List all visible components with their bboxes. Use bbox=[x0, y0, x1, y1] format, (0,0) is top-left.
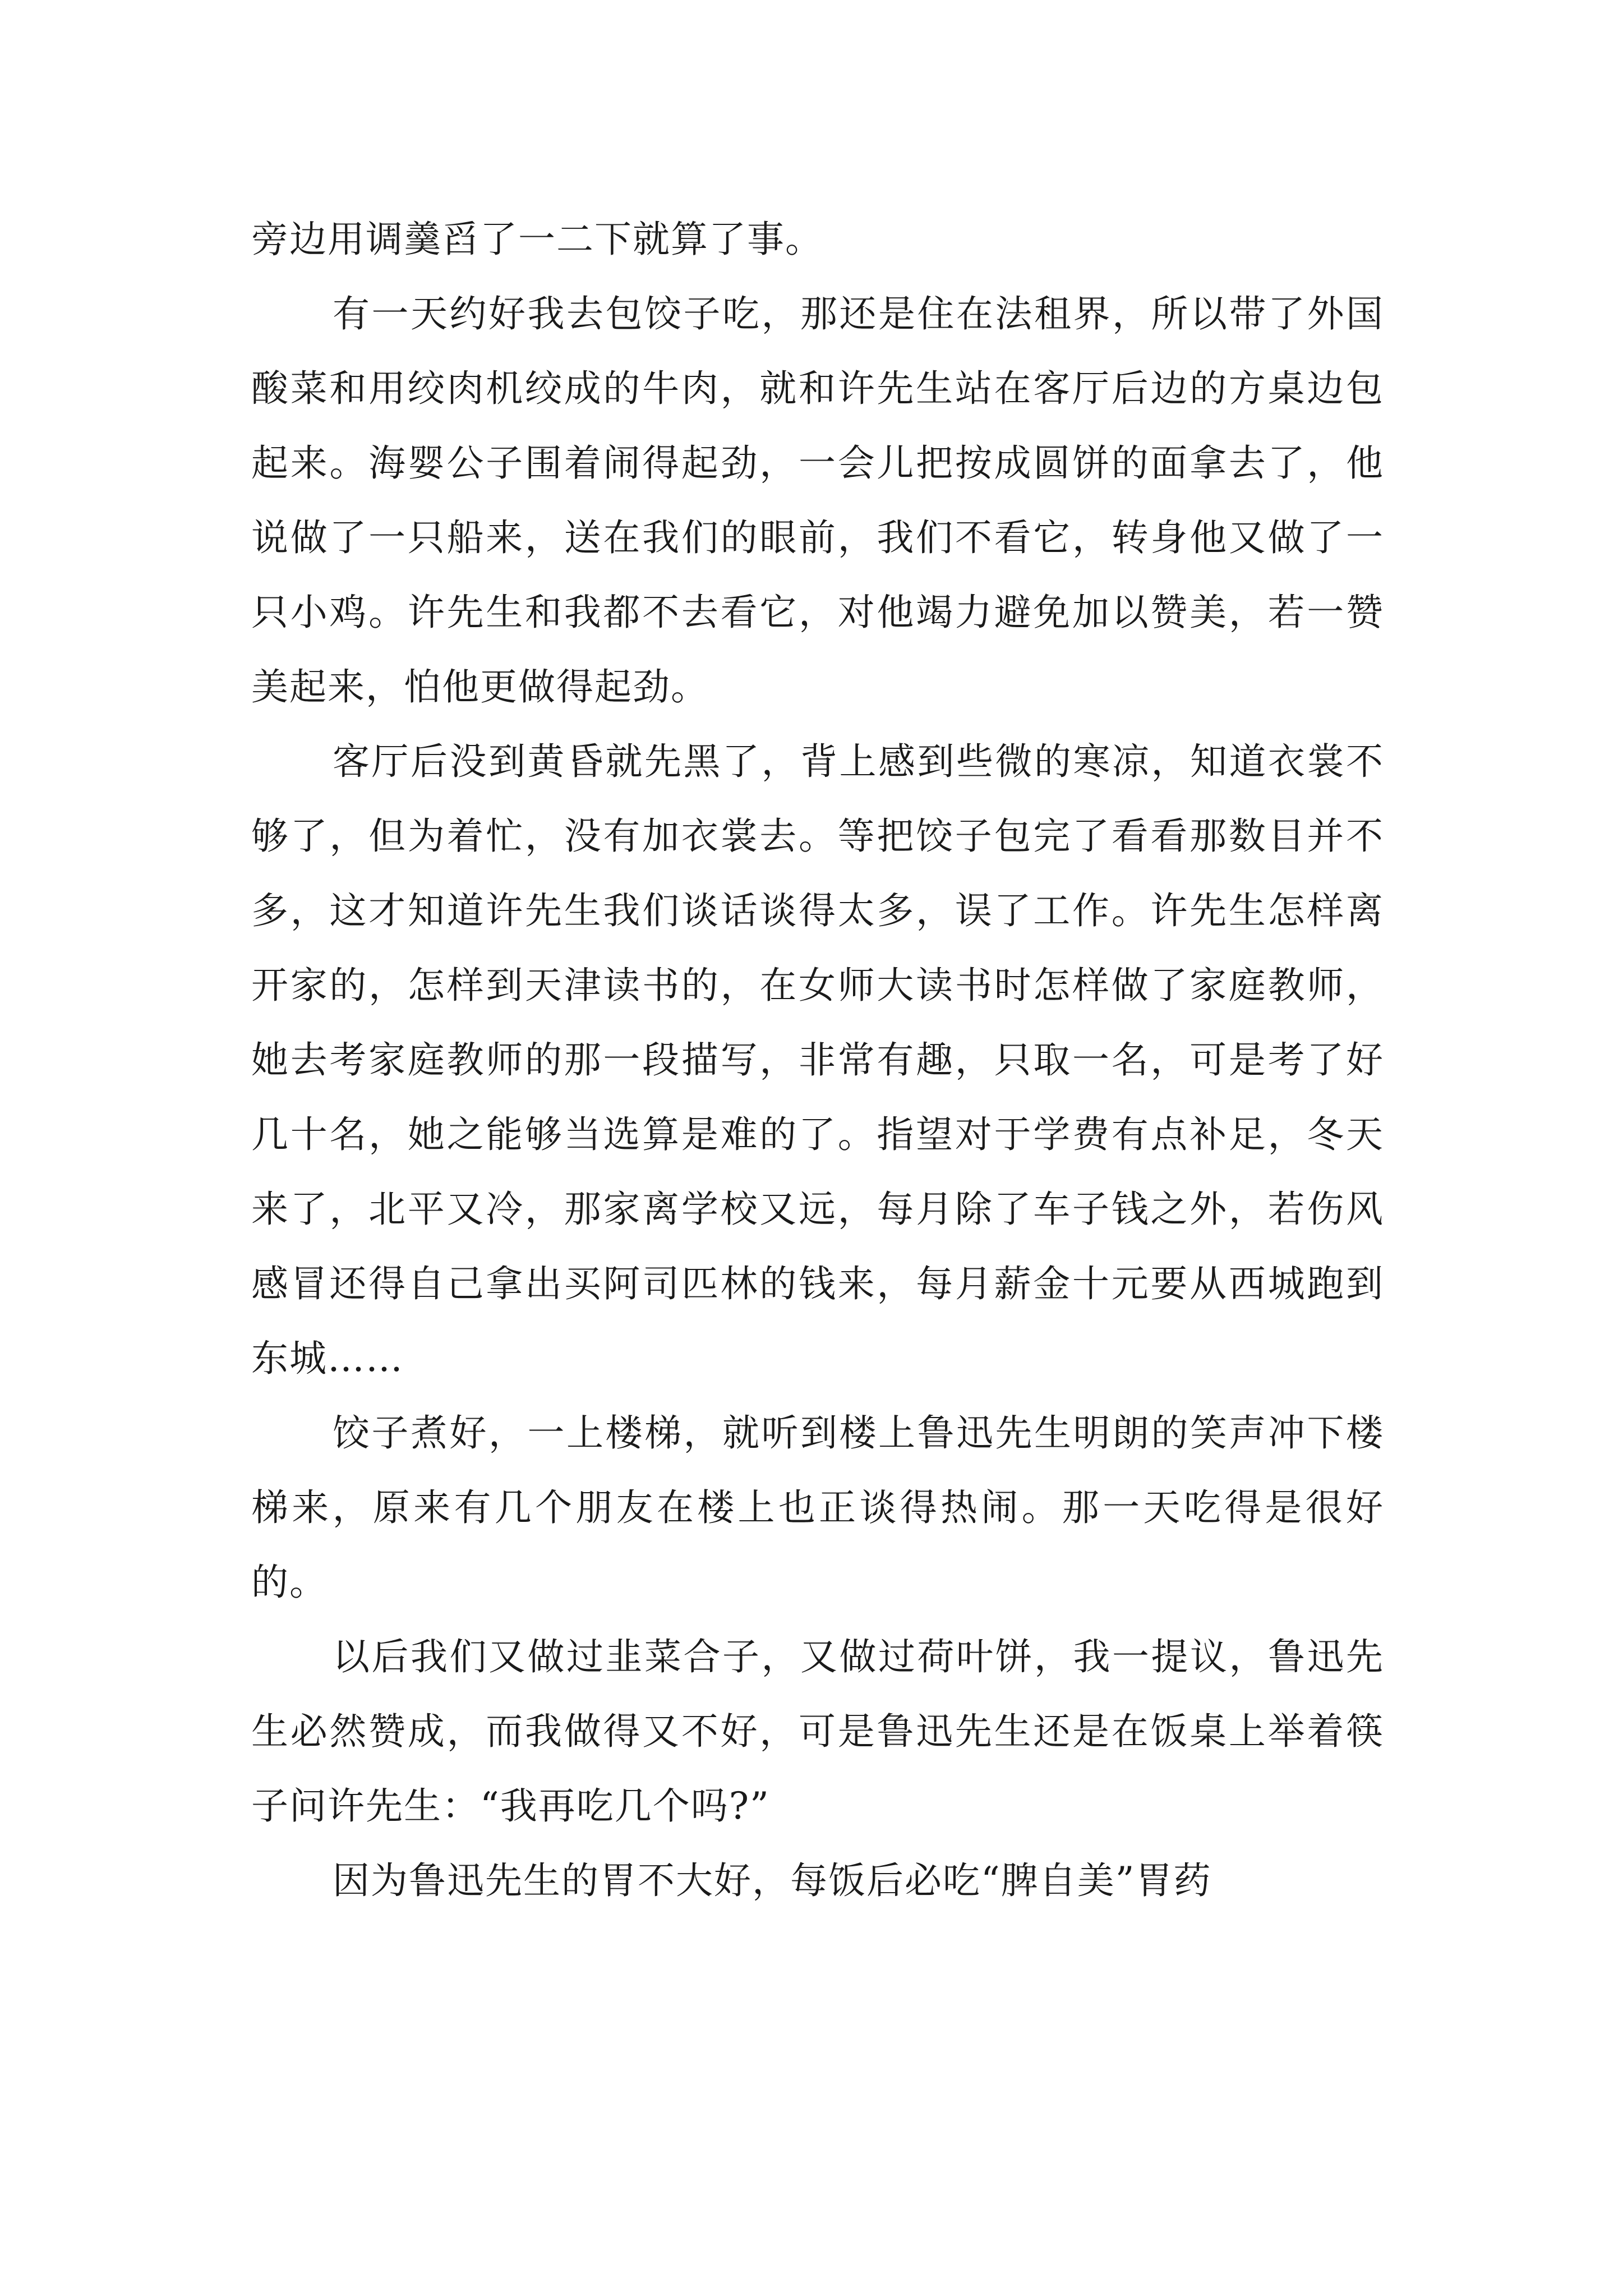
paragraph-3: 客厅后没到黄昏就先黑了，背上感到些微的寒凉，知道衣裳不够了，但为着忙，没有加衣裳去。等把饺子包完了看看那数目并不多，这才知道许先生我们谈话谈得太多，误了工作。许先生怎样离开家的，怎样到天津读书的，在女师大读书时怎样做了家庭教师，她去考家庭教师的那一段描写，非常有趣，只取一名，可是考了好几十名，她之能够当选算是难的了。指望对于学费有点补足，冬天来了，北平又冷，那家离学校又远，每月除了车子钱之外，若伤风感冒还得自己拿出买阿司匹林的钱来，每月薪金十元要从西城跑到东城…… bbox=[251, 740, 1384, 1380]
paragraph-2: 有一天约好我去包饺子吃，那还是住在法租界，所以带了外国酸菜和用绞肉机绞成的牛肉，就和许先生站在客厅后边的方桌边包起来。海婴公子围着闹得起劲，一会儿把按成圆饼的面拿去了，他说做了一只船来，送在我们的眼前，我们不看它，转身他又做了一只小鸡。许先生和我都不去看它，对他竭力避免加以赞美，若一赞美起来，怕他更做得起劲。 bbox=[251, 292, 1384, 708]
paragraph-6: 因为鲁迅先生的胃不大好，每饭后必吃“脾自美”胃药 bbox=[333, 1859, 1212, 1902]
paragraph-5: 以后我们又做过韭菜合子，又做过荷叶饼，我一提议，鲁迅先生必然赞成，而我做得又不好，可是鲁迅先生还是在饭桌上举着筷子问许先生：“我再吃几个吗?” bbox=[251, 1635, 1384, 1828]
body-text bbox=[251, 202, 1384, 1918]
paragraph-4: 饺子煮好，一上楼梯，就听到楼上鲁迅先生明朗的笑声冲下楼梯来，原来有几个朋友在楼上也正谈得热闹。那一天吃得是很好的。 bbox=[251, 1411, 1384, 1604]
paragraph-1: 旁边用调羹舀了一二下就算了事。 bbox=[251, 218, 823, 261]
